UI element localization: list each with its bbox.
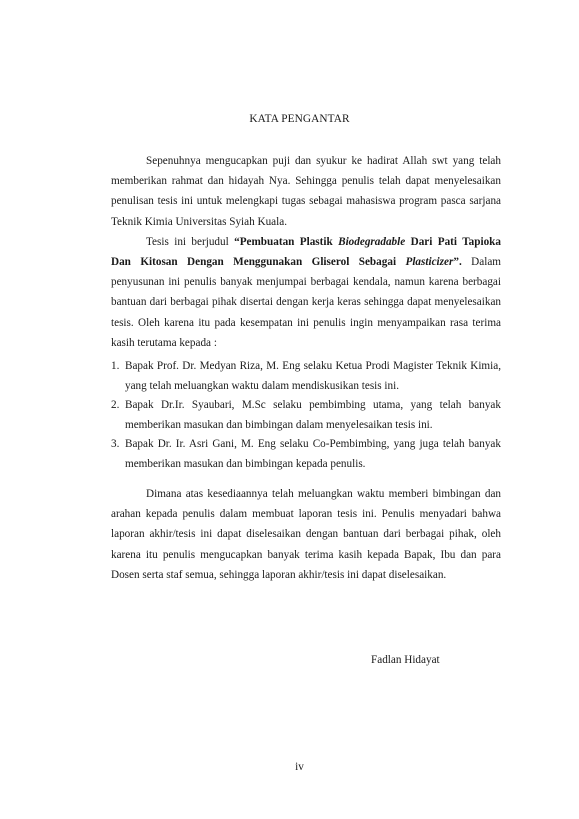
list-item-text: Bapak Dr. Ir. Asri Gani, M. Eng selaku Co-Pembimbing, yang juga telah banyak memberikan masukan dan bimbingan kepada penulis. <box>125 438 501 470</box>
list-item <box>111 396 501 435</box>
page-number: iv <box>295 761 304 773</box>
list-item-text: Bapak Dr.Ir. Syaubari, M.Sc selaku pembimbing utama, yang telah banyak memberikan masukan dan bimbingan dalam menyelesaikan tesis ini. <box>125 399 501 431</box>
paragraph-opening: Sepenuhnya mengucapkan puji dan syukur ke hadirat Allah swt yang telah memberikan rahmat dan hidayah Nya. Sehingga penulis telah dapat menyelesaikan penulisan tesis ini untuk melengkapi tugas sebagai mahasiswa program pasca sarjana Teknik Kimia Universitas Syiah Kuala. <box>111 155 501 228</box>
closing-block <box>111 484 501 585</box>
list-item-number: 3. <box>111 438 120 451</box>
list-item <box>111 435 501 474</box>
thesis-title-part-a: “Pembuatan Plastik <box>234 235 339 248</box>
list-item-text: Bapak Prof. Dr. Medyan Riza, M. Eng selaku Ketua Prodi Magister Teknik Kimia, yang telah meluangkan waktu dalam mendiskusikan tesis ini. <box>125 360 501 392</box>
paragraph-closing: Dimana atas kesediaannya telah meluangkan waktu memberi bimbingan dan arahan kepada penulis dalam membuat laporan tesis ini. Penulis menyadari bahwa laporan akhir/tesis ini dapat diselesaikan dengan bantuan dari berbagai pihak, oleh karena itu penulis mengucapkan banyak terima kasih kepada Bapak, Ibu dan para Dosen serta staf semua, sehingga laporan akhir/tesis ini dapat diselesaikan. <box>111 488 501 581</box>
intro-block <box>111 151 501 353</box>
thesis-rest-text: Dalam penyusunan ini penulis banyak menjumpai berbagai kendala, namun karena berbagai bantuan dari berbagai pihak disertai dengan kerja keras sehingga dapat menyelesaikan tesis. Oleh karena itu pada kesempatan ini penulis ingin menyampaikan rasa terima kasih terutama kepada : <box>111 256 501 349</box>
list-item <box>111 357 501 396</box>
thesis-title-italic-plasticizer: Plasticizer <box>405 256 454 269</box>
acknowledgement-list <box>111 357 501 475</box>
thesis-title-part-e: ”. <box>453 256 462 269</box>
thesis-title-italic-biodegradable: Biodegradable <box>338 235 406 248</box>
page-title: KATA PENGANTAR <box>249 113 350 125</box>
thesis-title-part-c: Dari Pati Tapioka Dan Kitosan Dengan Menggunakan Gliserol Sebagai <box>111 235 501 269</box>
thesis-lead-text: Tesis ini berjudul <box>146 235 235 248</box>
paragraph-thesis-title <box>111 232 501 353</box>
list-item-number: 1. <box>111 360 120 372</box>
author-signature: Fadlan Hidayat <box>371 654 440 666</box>
list-item-number: 2. <box>111 399 120 412</box>
